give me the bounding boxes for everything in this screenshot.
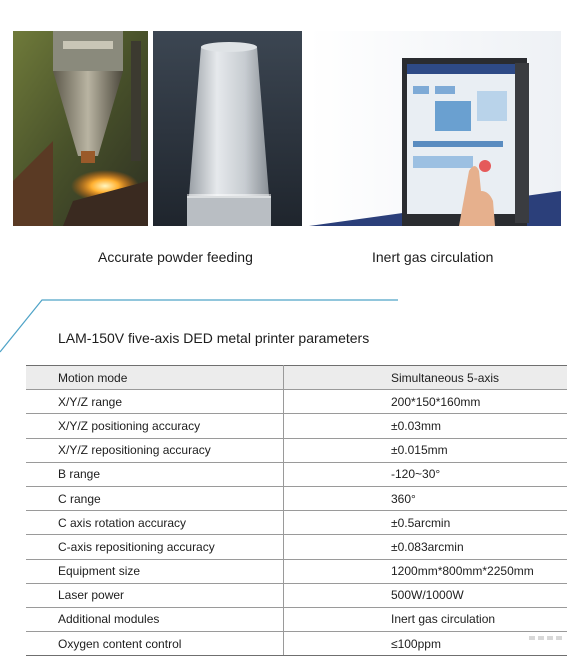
parameter-value: ±0.083arcmin bbox=[284, 535, 568, 559]
parameter-value: ±0.015mm bbox=[284, 438, 568, 462]
table-row bbox=[26, 559, 567, 583]
parameters-table bbox=[26, 365, 567, 656]
parameter-name: Equipment size bbox=[26, 559, 284, 583]
table-row bbox=[26, 462, 567, 486]
parameters-title: LAM-150V five-axis DED metal printer parameters bbox=[58, 330, 370, 346]
table-row bbox=[26, 366, 567, 390]
parameter-name: C range bbox=[26, 486, 284, 510]
parameter-value: Inert gas circulation bbox=[284, 607, 568, 631]
parameter-value: ±0.5arcmin bbox=[284, 511, 568, 535]
parameter-name: C axis rotation accuracy bbox=[26, 511, 284, 535]
watermark-icon bbox=[529, 633, 569, 643]
touchscreen-control-panel-photo bbox=[309, 31, 561, 226]
table-row bbox=[26, 607, 567, 631]
parameter-value: ≤100ppm bbox=[284, 632, 568, 656]
parameter-value: -120~30° bbox=[284, 462, 568, 486]
table-row bbox=[26, 486, 567, 510]
parameter-name: C-axis repositioning accuracy bbox=[26, 535, 284, 559]
parameter-name: B range bbox=[26, 462, 284, 486]
parameter-value: 200*150*160mm bbox=[284, 390, 568, 414]
table-row bbox=[26, 511, 567, 535]
parameter-value: 1200mm*800mm*2250mm bbox=[284, 559, 568, 583]
parameter-name: Additional modules bbox=[26, 607, 284, 631]
parameter-name: X/Y/Z range bbox=[26, 390, 284, 414]
laser-cladding-nozzle-photo bbox=[13, 31, 148, 226]
parameter-value: ±0.03mm bbox=[284, 414, 568, 438]
parameter-name: X/Y/Z positioning accuracy bbox=[26, 414, 284, 438]
parameter-name: Motion mode bbox=[26, 366, 284, 390]
feature-caption-inert-gas: Inert gas circulation bbox=[372, 249, 494, 265]
table-row bbox=[26, 414, 567, 438]
table-row bbox=[26, 390, 567, 414]
parameter-value: Simultaneous 5-axis bbox=[284, 366, 568, 390]
table-row bbox=[26, 632, 567, 656]
parameter-name: X/Y/Z repositioning accuracy bbox=[26, 438, 284, 462]
table-row bbox=[26, 583, 567, 607]
parameter-name: Oxygen content control bbox=[26, 632, 284, 656]
accent-divider-line bbox=[0, 292, 587, 362]
parameter-value: 500W/1000W bbox=[284, 583, 568, 607]
table-row bbox=[26, 535, 567, 559]
table-row bbox=[26, 438, 567, 462]
parameter-name: Laser power bbox=[26, 583, 284, 607]
feature-caption-powder-feeding: Accurate powder feeding bbox=[98, 249, 253, 265]
metal-cylinder-part-photo bbox=[153, 31, 302, 226]
parameter-value: 360° bbox=[284, 486, 568, 510]
